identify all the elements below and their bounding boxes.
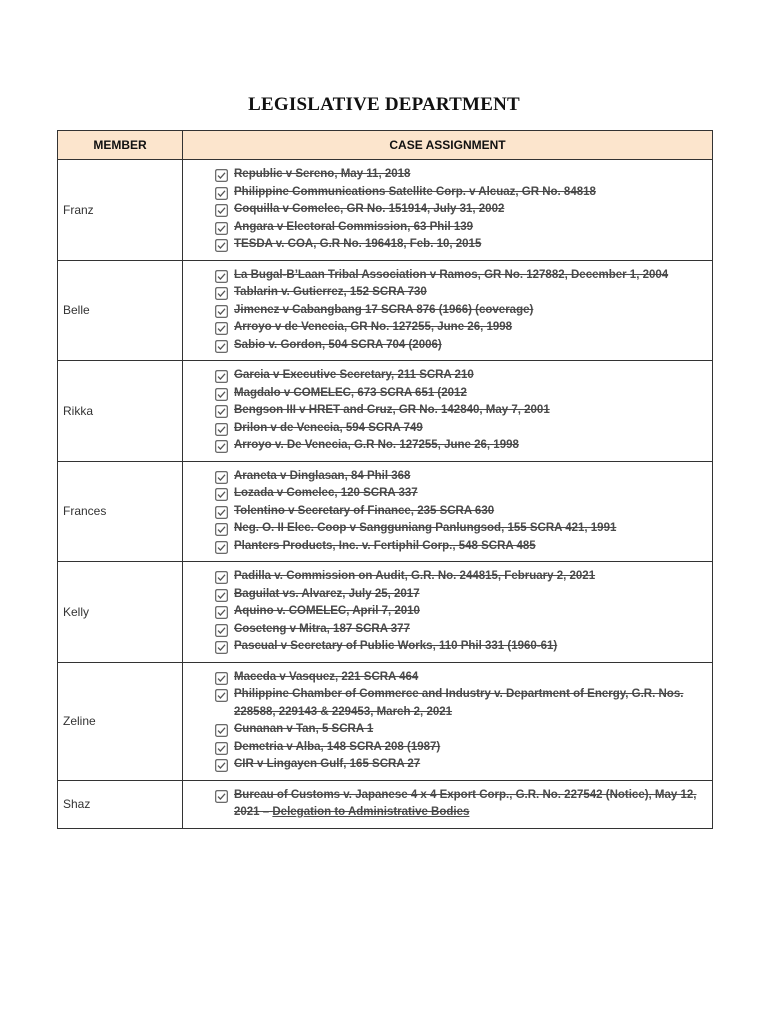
- case-item: [215, 669, 704, 687]
- case-citation: Bureau of Customs v. Japanese 4 x 4 Export Corp., G.R. No. 227542 (Notice), May 12, 2021 –: [234, 788, 697, 818]
- case-citation: Neg. O. II Elec. Coop v Sangguniang Panlungsod, 155 SCRA 421, 1991: [234, 522, 617, 534]
- case-item: [215, 686, 704, 721]
- checked-checkbox-icon[interactable]: [215, 471, 228, 484]
- checked-checkbox-icon[interactable]: [215, 270, 228, 283]
- case-citation: Coseteng v Mitra, 187 SCRA 377: [234, 622, 410, 635]
- case-citation: Garcia v Executive Secretary, 211 SCRA 210: [234, 369, 474, 381]
- case-citation: Arroyo v. De Venecia, G.R No. 127255, June 26, 1998: [234, 439, 519, 451]
- case-citation: TESDA v. COA, G.R No. 196418, Feb. 10, 2015: [234, 238, 482, 250]
- member-name: Rikka: [58, 361, 183, 462]
- case-citation: Tolentino v Secretary of Finance, 235 SCRA 630: [234, 504, 495, 517]
- page-title: LEGISLATIVE DEPARTMENT: [248, 94, 520, 115]
- table-row: [58, 562, 713, 663]
- case-list: [183, 361, 713, 462]
- case-item: [215, 468, 704, 486]
- case-citation: Maceda v Vasquez, 221 SCRA 464: [234, 670, 419, 683]
- case-citation: Arroyo v de Venecia, GR No. 127255, June 26, 1998: [234, 321, 513, 333]
- table-row: [58, 780, 713, 828]
- case-citation: Baguilat vs. Alvarez, July 25, 2017: [234, 587, 420, 600]
- checked-checkbox-icon[interactable]: [215, 169, 228, 182]
- table-row: [58, 260, 713, 361]
- checked-checkbox-icon[interactable]: [215, 541, 228, 554]
- case-list: [183, 562, 713, 663]
- case-list: [183, 780, 713, 828]
- member-name: Frances: [58, 461, 183, 562]
- case-item: [215, 739, 704, 757]
- case-item: [215, 184, 704, 202]
- case-citation: Republic v Sereno, May 11, 2018: [234, 168, 411, 180]
- case-item: [215, 437, 704, 455]
- case-citation: Tablarin v. Gutierrez, 152 SCRA 730: [234, 286, 427, 298]
- table-row: [58, 662, 713, 780]
- case-citation: Sabio v. Gordon, 504 SCRA 704 (2006): [234, 338, 442, 351]
- checked-checkbox-icon[interactable]: [215, 440, 228, 453]
- case-citation: Philippine Communications Satellite Corp. v Alcuaz, GR No. 84818: [234, 185, 596, 198]
- case-item: [215, 420, 704, 438]
- table-row: [58, 160, 713, 261]
- case-citation: Araneta v Dinglasan, 84 Phil 368: [234, 469, 411, 482]
- table-body: [58, 160, 713, 829]
- checked-checkbox-icon[interactable]: [215, 222, 228, 235]
- checked-checkbox-icon[interactable]: [215, 488, 228, 501]
- case-item: [215, 520, 704, 538]
- checked-checkbox-icon[interactable]: [215, 305, 228, 318]
- case-citation: Bengson III v HRET and Cruz, GR No. 142840, May 7, 2001: [234, 404, 550, 416]
- case-item: [215, 367, 704, 385]
- case-citation: Philippine Chamber of Commerce and Industry v. Department of Energy, G.R. Nos. 228588, 229143 & 229453, March 2, 2021: [234, 688, 684, 718]
- checked-checkbox-icon[interactable]: [215, 340, 228, 353]
- case-item: [215, 201, 704, 219]
- case-item: [215, 538, 704, 556]
- case-citation: Aquino v. COMELEC, April 7, 2010: [234, 605, 420, 617]
- checked-checkbox-icon[interactable]: [215, 370, 228, 383]
- case-item: [215, 302, 704, 320]
- checked-checkbox-icon[interactable]: [215, 589, 228, 602]
- checked-checkbox-icon[interactable]: [215, 287, 228, 300]
- case-item: [215, 586, 704, 604]
- case-item: [215, 219, 704, 237]
- case-item: [215, 166, 704, 184]
- checked-checkbox-icon[interactable]: [215, 187, 228, 200]
- case-citation: CIR v Lingayen Gulf, 165 SCRA 27: [234, 758, 421, 770]
- case-citation: Magdalo v COMELEC, 673 SCRA 651 (2012: [234, 386, 467, 399]
- case-item: [215, 319, 704, 337]
- checked-checkbox-icon[interactable]: [215, 571, 228, 584]
- case-item: [215, 236, 704, 254]
- case-citation: Drilon v de Venecia, 594 SCRA 749: [234, 421, 423, 434]
- checked-checkbox-icon[interactable]: [215, 405, 228, 418]
- case-citation: Padilla v. Commission on Audit, G.R. No. 244815, February 2, 2021: [234, 570, 596, 582]
- case-item: [215, 284, 704, 302]
- case-item: [215, 721, 704, 739]
- case-citation: La Bugal-B’Laan Tribal Association v Ramos, GR No. 127882, December 1, 2004: [234, 268, 669, 281]
- member-name: Shaz: [58, 780, 183, 828]
- case-item: [215, 638, 704, 656]
- case-item: [215, 385, 704, 403]
- checked-checkbox-icon[interactable]: [215, 506, 228, 519]
- checked-checkbox-icon[interactable]: [215, 322, 228, 335]
- checked-checkbox-icon[interactable]: [215, 624, 228, 637]
- case-item: [215, 621, 704, 639]
- checked-checkbox-icon[interactable]: [215, 239, 228, 252]
- case-citation: Planters Products, Inc. v. Fertiphil Corp., 548 SCRA 485: [234, 539, 536, 552]
- case-item: [215, 787, 704, 822]
- checked-checkbox-icon[interactable]: [215, 672, 228, 685]
- checked-checkbox-icon[interactable]: [215, 423, 228, 436]
- table-row: [58, 361, 713, 462]
- case-item: [215, 503, 704, 521]
- checked-checkbox-icon[interactable]: [215, 790, 228, 803]
- case-item: [215, 485, 704, 503]
- case-topic: Delegation to Administrative Bodies: [272, 806, 470, 818]
- checked-checkbox-icon[interactable]: [215, 759, 228, 772]
- case-list: [183, 461, 713, 562]
- checked-checkbox-icon[interactable]: [215, 689, 228, 702]
- case-list: [183, 160, 713, 261]
- case-citation: Jimenez v Cabangbang 17 SCRA 876 (1966) (coverage): [234, 303, 534, 316]
- member-name: Zeline: [58, 662, 183, 780]
- checked-checkbox-icon[interactable]: [215, 388, 228, 401]
- table-row: [58, 461, 713, 562]
- case-item: [215, 603, 704, 621]
- case-citation: Coquilla v Comelec, GR No. 151914, July 31, 2002: [234, 203, 505, 215]
- member-name: Belle: [58, 260, 183, 361]
- case-list: [183, 260, 713, 361]
- checked-checkbox-icon[interactable]: [215, 724, 228, 737]
- case-item: [215, 337, 704, 355]
- checked-checkbox-icon[interactable]: [215, 742, 228, 755]
- case-citation: Lozada v Comelec, 120 SCRA 337: [234, 487, 418, 499]
- member-column-header: MEMBER: [58, 131, 183, 160]
- case-item: [215, 267, 704, 285]
- case-citation: Angara v Electoral Commission, 63 Phil 139: [234, 220, 474, 233]
- case-item: [215, 756, 704, 774]
- member-name: Kelly: [58, 562, 183, 663]
- case-citation: Cunanan v Tan, 5 SCRA 1: [234, 723, 374, 735]
- checked-checkbox-icon[interactable]: [215, 204, 228, 217]
- header-row: [58, 131, 713, 160]
- member-name: Franz: [58, 160, 183, 261]
- checked-checkbox-icon[interactable]: [215, 523, 228, 536]
- case-assignment-column-header: CASE ASSIGNMENT: [183, 131, 713, 160]
- assignment-table: [57, 130, 713, 829]
- checked-checkbox-icon[interactable]: [215, 641, 228, 654]
- case-list: [183, 662, 713, 780]
- case-citation: Demetria v Alba, 148 SCRA 208 (1987): [234, 740, 441, 753]
- case-citation: Pascual v Secretary of Public Works, 110 Phil 331 (1960-61): [234, 640, 558, 652]
- checked-checkbox-icon[interactable]: [215, 606, 228, 619]
- case-item: [215, 402, 704, 420]
- case-item: [215, 568, 704, 586]
